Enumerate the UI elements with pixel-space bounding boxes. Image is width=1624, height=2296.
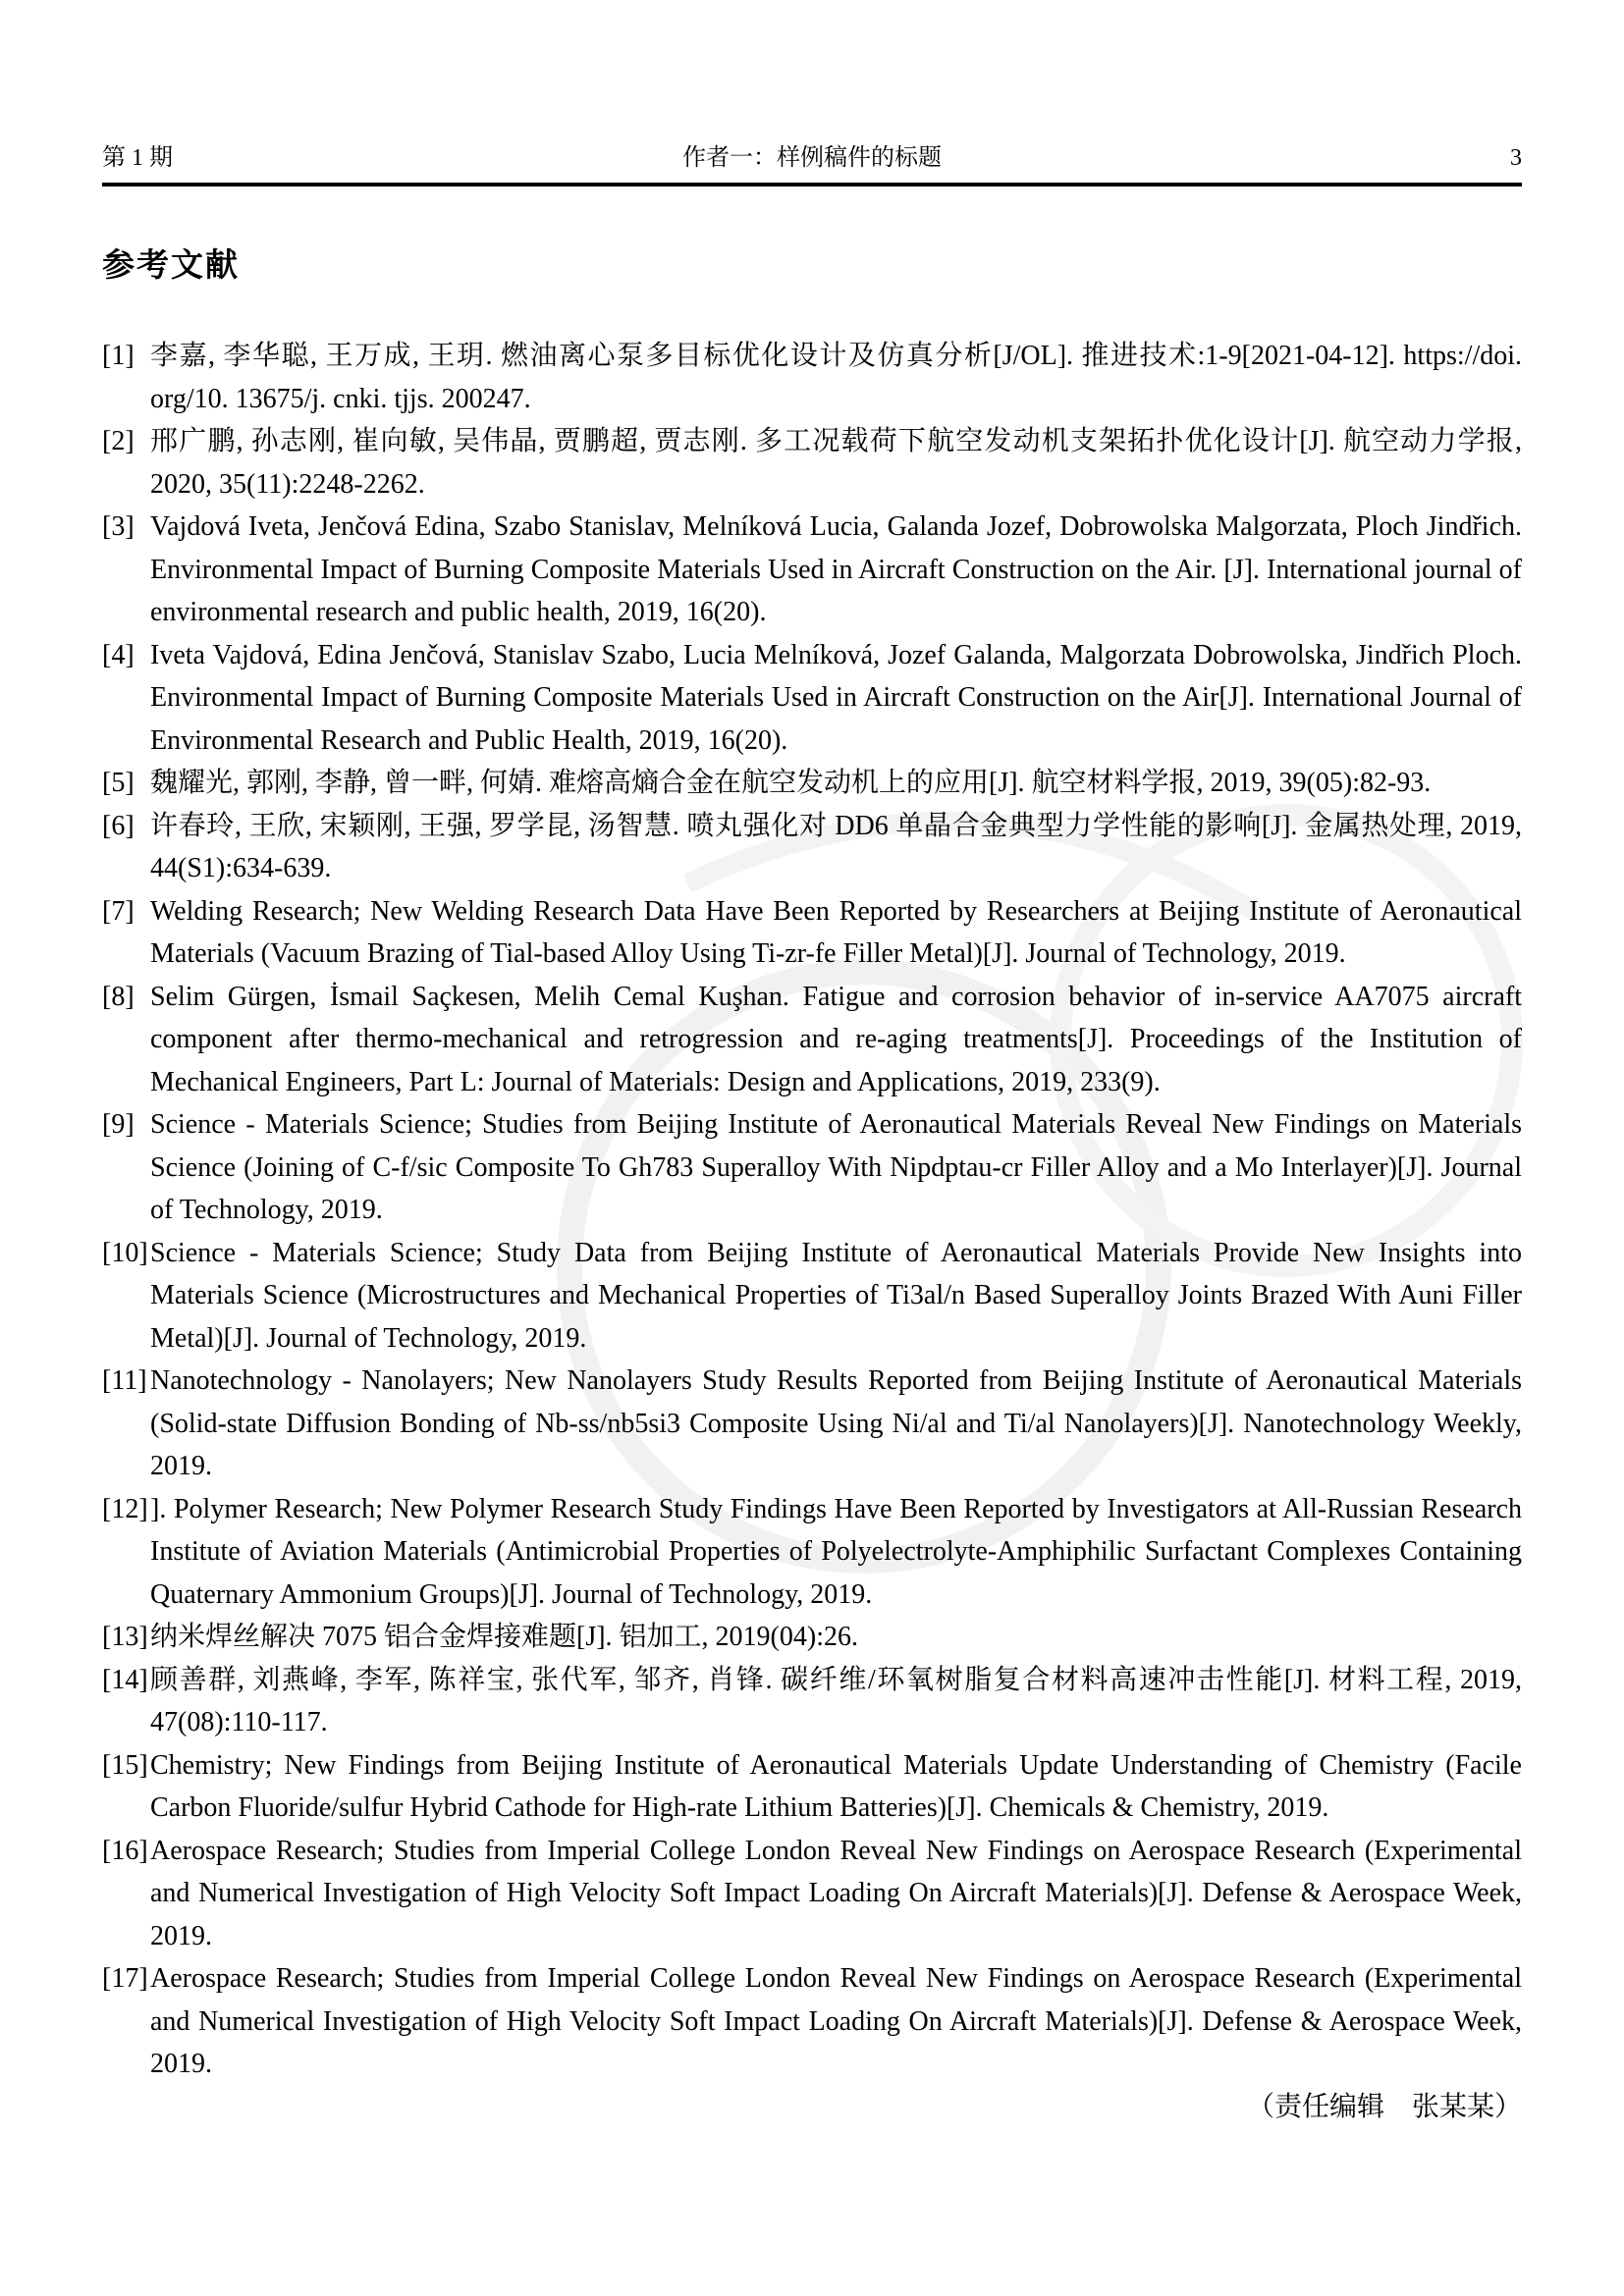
reference-number: [17] <box>102 1963 148 1994</box>
reference-item <box>102 506 1522 634</box>
reference-text: Science - Materials Science; Studies from Beijing Institute of Aeronautical Materials Reveal New Findings on Materials Science (Joining of C-f/sic Composite To Gh783 Superalloy With Nipdptau-cr Filler Alloy and a Mo Interlayer)[J]. Journal of Technology, 2019. <box>150 1109 1522 1225</box>
references-section-title: 参考文献 <box>102 246 240 283</box>
reference-number: [14] <box>102 1664 148 1695</box>
reference-number: [2] <box>102 426 135 456</box>
reference-item <box>102 1744 1522 1830</box>
reference-item <box>102 634 1522 763</box>
reference-text: Chemistry; New Findings from Beijing Institute of Aeronautical Materials Update Understanding of Chemistry (Facile Carbon Fluoride/sulfur Hybrid Cathode for High-rate Lithium Batteries)[J]. Chemicals & Chemistry, 2019. <box>150 1749 1522 1823</box>
reference-number: [13] <box>102 1622 148 1652</box>
reference-text: 许春玲, 王欣, 宋颖刚, 王强, 罗学昆, 汤智慧. 喷丸强化对 DD6 单晶合金典型力学性能的影响[J]. 金属热处理, 2019, 44(S1):634-639. <box>150 810 1522 883</box>
reference-item <box>102 1488 1522 1617</box>
reference-number: [15] <box>102 1749 148 1781</box>
reference-item <box>102 1360 1522 1488</box>
reference-number: [4] <box>102 639 135 670</box>
reference-item <box>102 762 1522 805</box>
reference-number: [12] <box>102 1493 148 1524</box>
reference-number: [9] <box>102 1109 135 1140</box>
reference-text: Vajdová Iveta, Jenčová Edina, Szabo Stanislav, Melníková Lucia, Galanda Jozef, Dobrowolska Malgorzata, Ploch Jindřich. Environmental Impact of Burning Composite Materials Used in Aircraft Construction on the Air. [J]. International journal of environmental research and public health, 2019, 16(20). <box>150 511 1522 627</box>
reference-text: 纳米焊丝解决 7075 铝合金焊接难题[J]. 铝加工, 2019(04):26. <box>150 1622 858 1652</box>
header-issue: 第 1 期 <box>102 145 173 171</box>
reference-item <box>102 1616 1522 1659</box>
reference-number: [16] <box>102 1835 148 1866</box>
reference-number: [7] <box>102 895 135 927</box>
header-running-title: 作者一：样例稿件的标题 <box>682 145 942 171</box>
reference-text: Welding Research; New Welding Research Data Have Been Reported by Researchers at Beijing Institute of Aeronautical Materials (Vacuum Brazing of Tial-based Alloy Using Ti-zr-fe Filler Metal)[J]. Journal of Technology, 2019. <box>150 895 1522 969</box>
reference-text: 顾善群, 刘燕峰, 李军, 陈祥宝, 张代军, 邹齐, 肖锋. 碳纤维/环氧树脂复合材料高速冲击性能[J]. 材料工程, 2019, 47(08):110-117. <box>150 1664 1522 1737</box>
reference-text: 邢广鹏, 孙志刚, 崔向敏, 吴伟晶, 贾鹏超, 贾志刚. 多工况载荷下航空发动机支架拓扑优化设计[J]. 航空动力学报, 2020, 35(11):2248-2262. <box>150 426 1522 500</box>
reference-text: Aerospace Research; Studies from Imperial College London Reveal New Findings on Aerospace Research (Experimental and Numerical Investigation of High Velocity Soft Impact Loading On Aircraft Materials)[J]. Defense & Aerospace Week, 2019. <box>150 1835 1522 1951</box>
reference-item <box>102 1830 1522 1958</box>
reference-text: ]. Polymer Research; New Polymer Research Study Findings Have Been Reported by Investigators at All-Russian Research Institute of Aviation Materials (Antimicrobial Properties of Polyelectrolyte-Amphiphilic Surfactant Complexes Containing Quaternary Ammonium Groups)[J]. Journal of Technology, 2019. <box>150 1493 1522 1610</box>
reference-number: [1] <box>102 341 135 371</box>
reference-number: [8] <box>102 981 135 1012</box>
reference-item <box>102 1103 1522 1232</box>
reference-item <box>102 335 1522 420</box>
reference-text: Selim Gürgen, İsmail Saçkesen, Melih Cemal Kuşhan. Fatigue and corrosion behavior of in-service AA7075 aircraft component after thermo-mechanical and retrogression and re-aging treatments[J]. Proceedings of the Institution of Mechanical Engineers, Part L: Journal of Materials: Design and Applications, 2019, 233(9). <box>150 981 1522 1097</box>
reference-number: [10] <box>102 1237 148 1268</box>
header-page-number: 3 <box>1510 145 1522 171</box>
reference-text: Aerospace Research; Studies from Imperial College London Reveal New Findings on Aerospace Research (Experimental and Numerical Investigation of High Velocity Soft Impact Loading On Aircraft Materials)[J]. Defense & Aerospace Week, 2019. <box>150 1963 1522 2079</box>
reference-item <box>102 805 1522 890</box>
reference-text: 李嘉, 李华聪, 王万成, 王玥. 燃油离心泵多目标优化设计及仿真分析[J/OL]. 推进技术:1-9[2021-04-12]. https://doi. org/10. 13675/j. cnki. tjjs. 200247. <box>150 341 1522 414</box>
reference-number: [6] <box>102 810 135 841</box>
reference-text: Science - Materials Science; Study Data from Beijing Institute of Aeronautical Materials Provide New Insights into Materials Science (Microstructures and Mechanical Properties of Ti3al/n Based Superalloy Joints Brazed With Auni Filler Metal)[J]. Journal of Technology, 2019. <box>150 1237 1522 1354</box>
page-header <box>102 143 1522 173</box>
reference-list <box>102 335 1522 2086</box>
reference-text: Nanotechnology - Nanolayers; New Nanolayers Study Results Reported from Beijing Institute of Aeronautical Materials (Solid-state Diffusion Bonding of Nb-ss/nb5si3 Composite Using Ni/al and Ti/al Nanolayers)[J]. Nanotechnology Weekly, 2019. <box>150 1365 1522 1481</box>
reference-item <box>102 1957 1522 2086</box>
header-rule <box>102 183 1522 187</box>
reference-text: Iveta Vajdová, Edina Jenčová, Stanislav Szabo, Lucia Melníková, Jozef Galanda, Malgorzata Dobrowolska, Jindřich Ploch. Environmental Impact of Burning Composite Materials Used in Aircraft Construction on the Air[J]. International Journal of Environmental Research and Public Health, 2019, 16(20). <box>150 639 1522 756</box>
reference-number: [11] <box>102 1365 147 1396</box>
reference-item <box>102 1659 1522 1744</box>
reference-number: [5] <box>102 768 135 798</box>
reference-item <box>102 890 1522 976</box>
reference-number: [3] <box>102 511 135 542</box>
reference-item <box>102 420 1522 506</box>
reference-item <box>102 1232 1522 1361</box>
reference-item <box>102 976 1522 1104</box>
editor-note: （责任编辑 张某某） <box>1246 2091 1522 2122</box>
reference-text: 魏耀光, 郭刚, 李静, 曾一畔, 何婧. 难熔高熵合金在航空发动机上的应用[J]. 航空材料学报, 2019, 39(05):82-93. <box>150 768 1432 798</box>
